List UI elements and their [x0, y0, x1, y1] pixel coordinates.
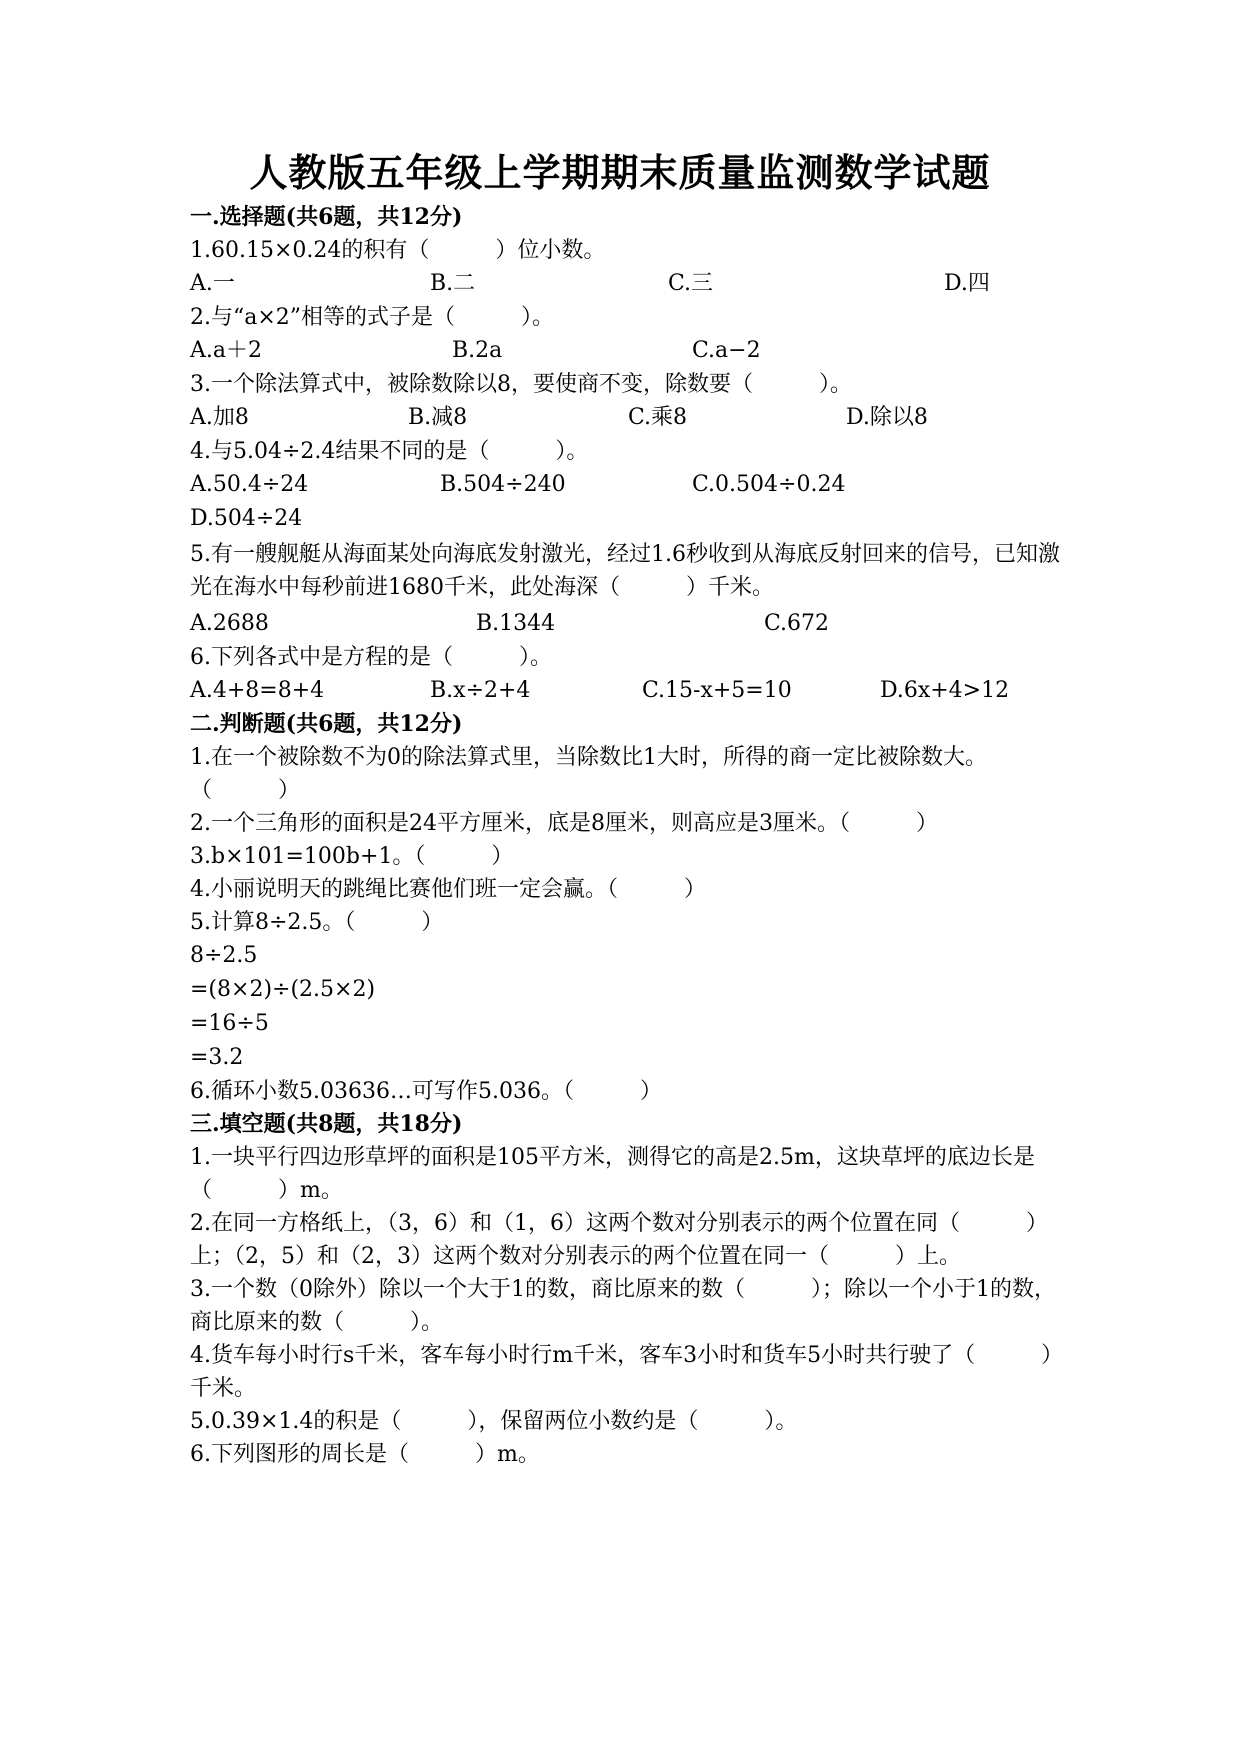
option-c: C.672 [764, 611, 830, 636]
option-b: B.x÷2+4 [430, 678, 531, 703]
option-b: B.1344 [476, 611, 556, 636]
calculation-step: 8÷2.5 [190, 943, 258, 968]
judgement-question-6: 6.循环小数5.03636…可写作5.036。（ ） [190, 1079, 662, 1104]
choice-question-1: 1.60.15×0.24的积有（ ）位小数。 [190, 238, 606, 263]
judgement-question-4: 4.小丽说明天的跳绳比赛他们班一定会赢。（ ） [190, 877, 706, 902]
option-a: A.一 [190, 271, 235, 296]
option-c: C.0.504÷0.24 [692, 472, 846, 497]
fill-question-2: 2.在同一方格纸上，（3，6）和（1，6）这两个数对分别表示的两个位置在同（ ）上；（2，5）和（2，3）这两个数对分别表示的两个位置在同一（ ）上。 [190, 1211, 1048, 1269]
section-heading-judgement: 二.判断题(共6题，共12分) [190, 711, 463, 737]
choice-question-2: 2.与“a×2”相等的式子是（ ）。 [190, 305, 555, 330]
calculation-step: =(8×2)÷(2.5×2) [190, 977, 376, 1002]
choice-options-4-row2 [190, 502, 1070, 536]
option-b: B.2a [452, 338, 503, 363]
choice-options-6 [190, 674, 1070, 708]
option-a: A.2688 [190, 611, 269, 636]
option-a: A.50.4÷24 [190, 472, 309, 497]
fill-question-6: 6.下列图形的周长是（ ）m。 [190, 1442, 540, 1467]
option-a: A.a＋2 [190, 338, 262, 363]
choice-question-6: 6.下列各式中是方程的是（ ）。 [190, 645, 552, 670]
fill-question-4: 4.货车每小时行s千米，客车每小时行m千米，客车3小时和货车5小时共行驶了（ ）千米。 [190, 1343, 1064, 1401]
option-a: A.4+8=8+4 [190, 678, 325, 703]
judgement-question-1: 1.在一个被除数不为0的除法算式里，当除数比1大时，所得的商一定比被除数大。（ ） [190, 745, 987, 803]
choice-options-3 [190, 401, 1070, 435]
choice-options-1 [190, 267, 1070, 301]
judgement-question-3: 3.b×101=100b+1。（ ） [190, 844, 514, 869]
option-c: C.a−2 [692, 338, 761, 363]
option-c: C.乘8 [628, 405, 688, 430]
choice-question-5: 5.有一艘舰艇从海面某处向海底发射激光，经过1.6秒收到从海底反射回来的信号，已知激光在海水中每秒前进1680千米，此处海深（ ）千米。 [190, 542, 1060, 600]
section-heading-fill-in: 三.填空题(共8题，共18分) [190, 1111, 463, 1137]
option-b: B.504÷240 [440, 472, 566, 497]
option-a: A.加8 [190, 405, 249, 430]
choice-question-4: 4.与5.04÷2.4结果不同的是（ ）。 [190, 439, 589, 464]
choice-options-2 [190, 334, 1070, 368]
option-b: B.二 [430, 271, 476, 296]
exam-content [190, 201, 1070, 1471]
choice-options-4 [190, 468, 1070, 502]
option-d: D.除以8 [846, 405, 928, 430]
judgement-question-2: 2.一个三角形的面积是24平方厘米，底是8厘米，则高应是3厘米。（ ） [190, 811, 938, 836]
option-d: D.6x+4>12 [880, 678, 1010, 703]
exam-title: 人教版五年级上学期期末质量监测数学试题 [249, 150, 991, 195]
option-d: D.四 [944, 271, 990, 296]
choice-options-5 [190, 607, 1070, 641]
fill-question-1: 1.一块平行四边形草坪的面积是105平方米，测得它的高是2.5m，这块草坪的底边长是（ ）m。 [190, 1145, 1035, 1203]
judgement-question-5: 5.计算8÷2.5。（ ） [190, 910, 444, 935]
option-c: C.三 [668, 271, 714, 296]
fill-question-5: 5.0.39×1.4的积是（ ），保留两位小数约是（ ）。 [190, 1409, 798, 1434]
section-heading-choice: 一.选择题(共6题，共12分) [190, 204, 463, 230]
choice-question-3: 3.一个除法算式中，被除数除以8，要使商不变，除数要（ ）。 [190, 372, 852, 397]
fill-question-3: 3.一个数（0除外）除以一个大于1的数，商比原来的数（ ）；除以一个小于1的数，商比原来的数（ ）。 [190, 1277, 1056, 1335]
calculation-step: =16÷5 [190, 1011, 269, 1036]
option-d: D.504÷24 [190, 506, 303, 531]
option-c: C.15-x+5=10 [642, 678, 792, 703]
calculation-step: =3.2 [190, 1045, 244, 1070]
option-b: B.减8 [408, 405, 468, 430]
